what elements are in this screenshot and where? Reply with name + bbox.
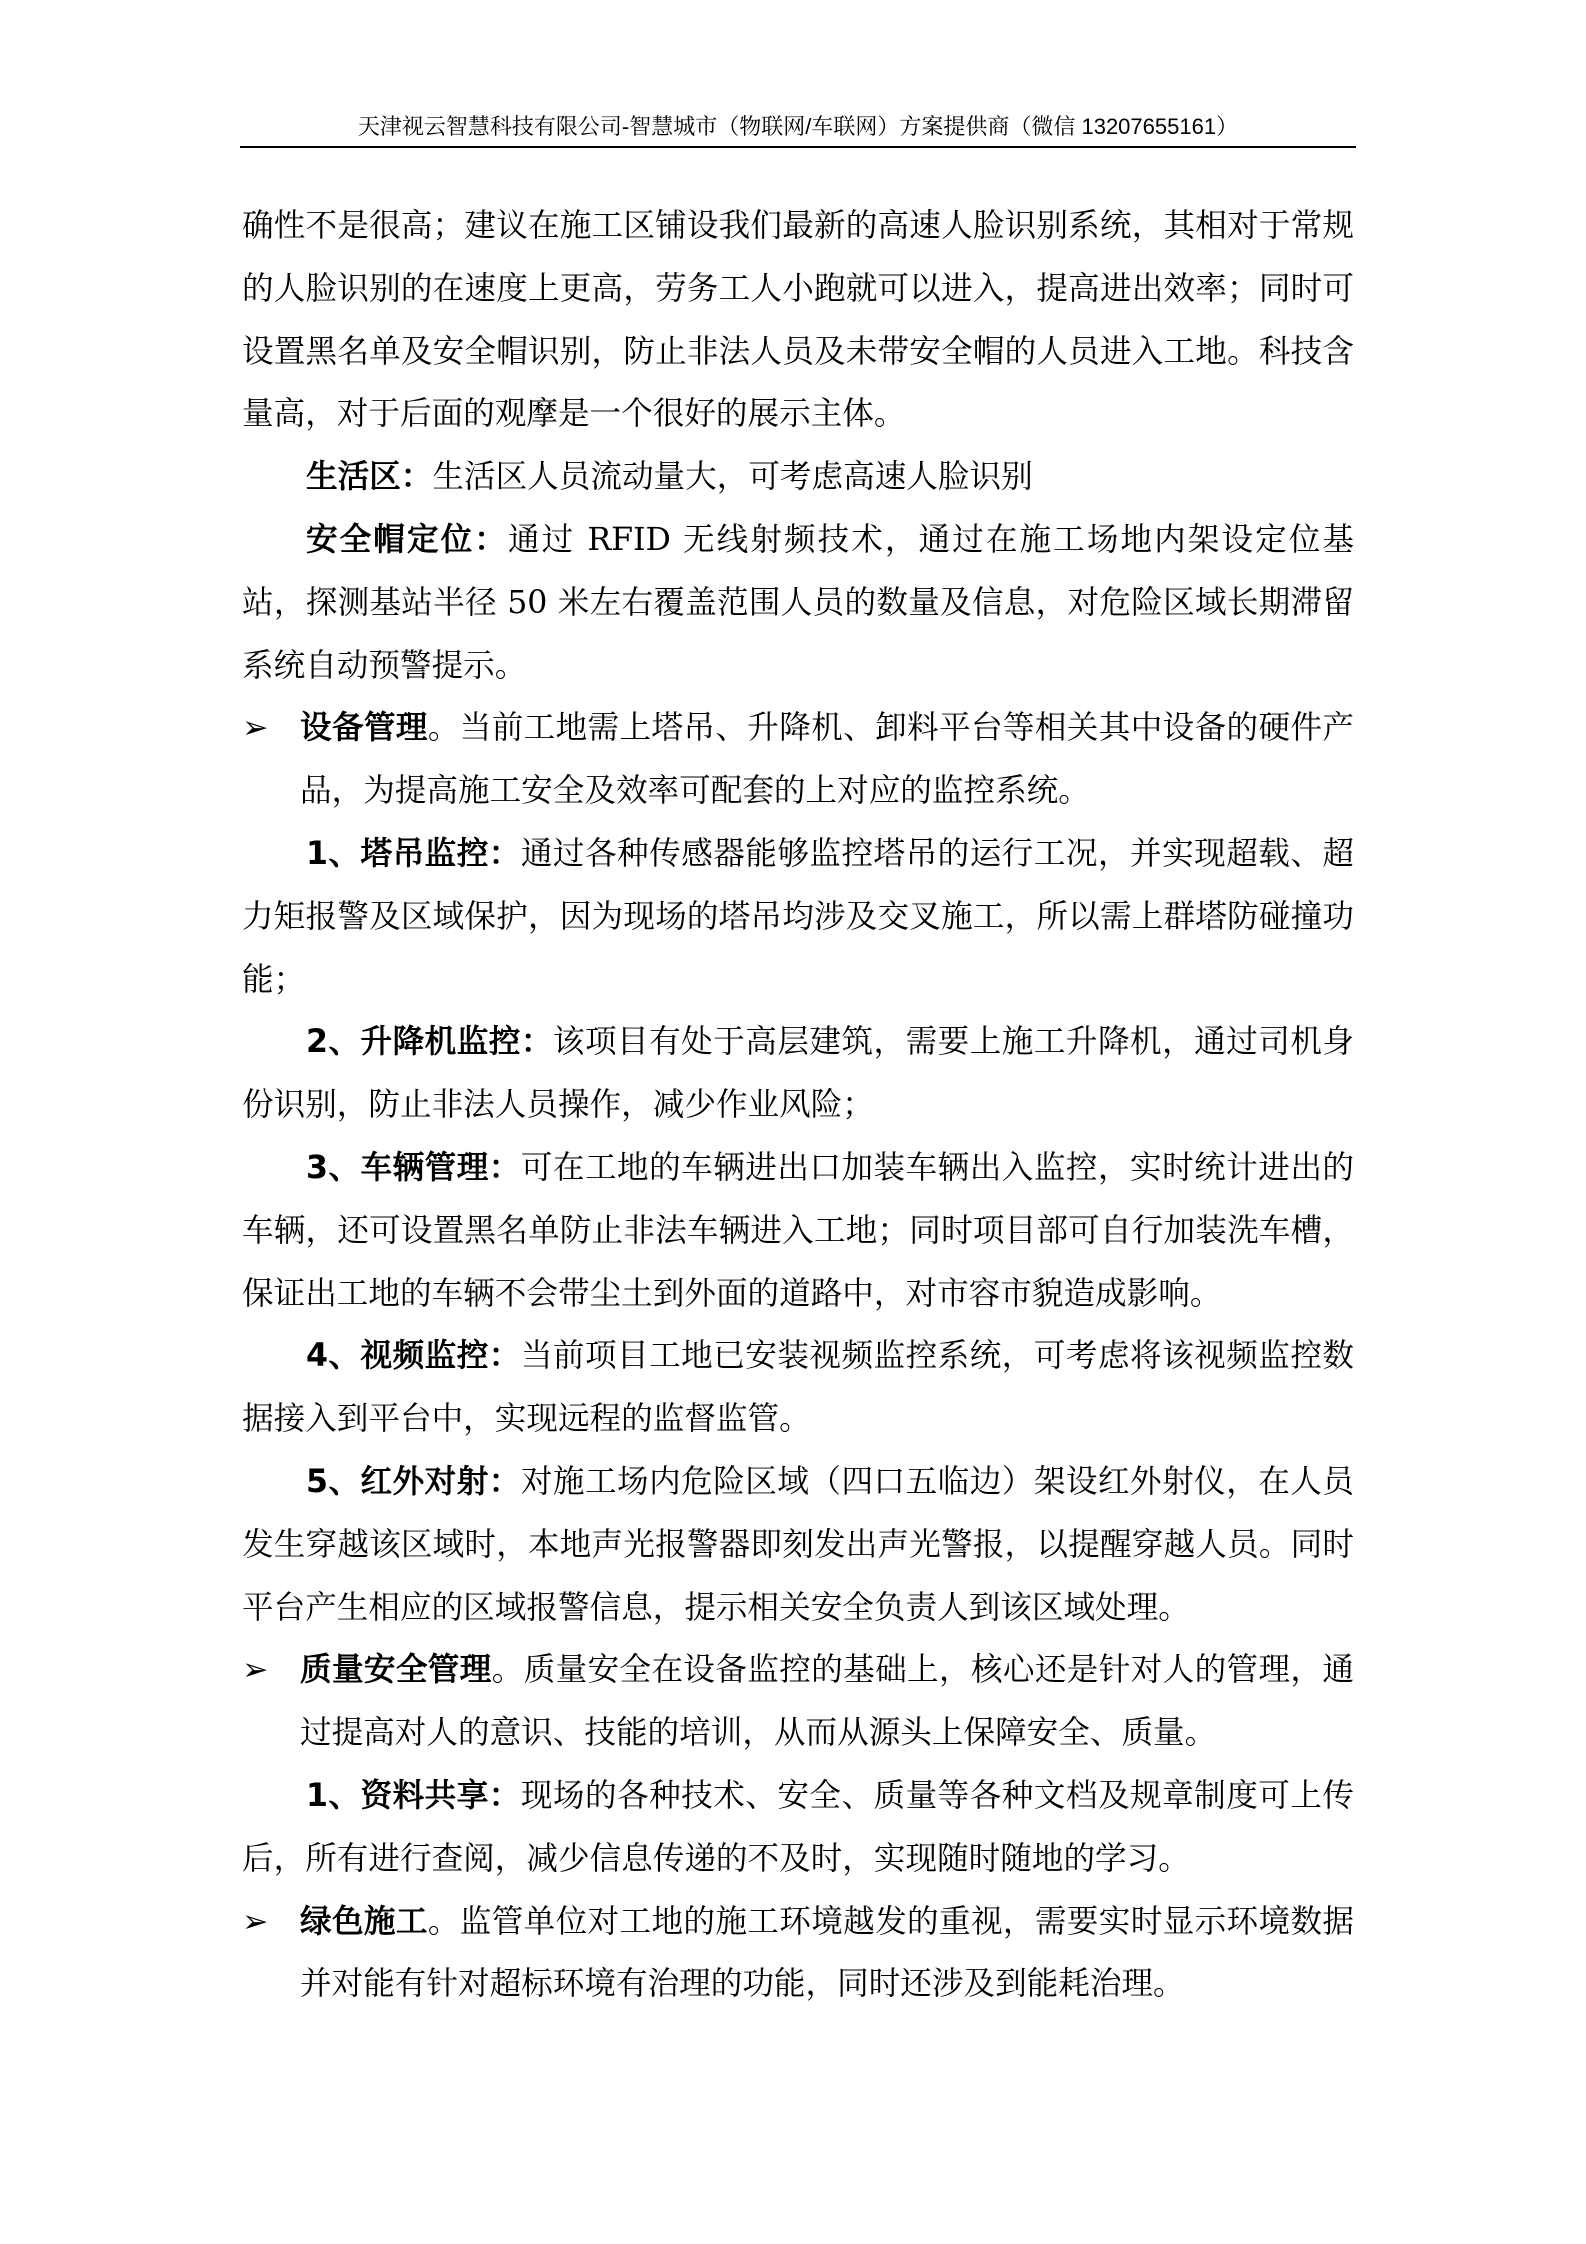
bullet-text: 。质量安全在设备监控的基础上，核心还是针对人的管理，通过提高对人的意识、技能的培训，从而从源头上保障安全、质量。 [300, 1652, 1354, 1752]
paragraph-data-sharing [242, 1765, 1354, 1891]
paragraph-text: 生活区人员流动量大，可考虑高速人脸识别 [432, 459, 1033, 496]
document-body [242, 195, 1354, 2016]
paragraph-text: 通过各种传感器能够监控塔吊的运行工况，并实现超载、超力矩报警及区域保护，因为现场的塔吊均涉及交叉施工，所以需上群塔防碰撞功能； [242, 835, 1354, 998]
paragraph-label: 4、视频监控： [306, 1338, 521, 1375]
paragraph-text: 该项目有处于高层建筑，需要上施工升降机，通过司机身份识别，防止非法人员操作，减少作业风险； [242, 1024, 1354, 1124]
arrowhead-bullet-icon: ➢ [242, 1652, 269, 1689]
paragraph-label: 生活区： [306, 459, 433, 496]
paragraph-text: 当前项目工地已安装视频监控系统，可考虑将该视频监控数据接入到平台中，实现远程的监督监管。 [242, 1338, 1354, 1438]
paragraph-living-area [242, 446, 1354, 509]
page-header: 天津视云智慧科技有限公司-智慧城市（物联网/车联网）方案提供商（微信 13207655161） [357, 114, 1239, 139]
paragraph-helmet-positioning [242, 509, 1354, 697]
arrowhead-bullet-icon: ➢ [242, 1903, 269, 1940]
paragraph-label: 3、车辆管理： [306, 1149, 521, 1186]
paragraph-elevator [242, 1011, 1354, 1137]
paragraph-text: 通过 RFID 无线射频技术，通过在施工场地内架设定位基站，探测基站半径 50 米左右覆盖范围人员的数量及信息，对危险区域长期滞留系统自动预警提示。 [242, 521, 1354, 684]
header-rule [240, 146, 1356, 148]
paragraph-label: 1、资料共享： [306, 1777, 521, 1814]
bullet-quality-safety [242, 1639, 1354, 1765]
paragraph-text: 对施工场内危险区域（四口五临边）架设红外射仪，在人员发生穿越该区域时，本地声光报警器即刻发出声光警报，以提醒穿越人员。同时平台产生相应的区域报警信息，提示相关安全负责人到该区域处理。 [242, 1463, 1354, 1626]
paragraph-label: 2、升降机监控： [306, 1024, 553, 1061]
paragraph-infrared [242, 1451, 1354, 1639]
bullet-label: 设备管理 [300, 710, 428, 747]
bullet-text: 。监管单位对工地的施工环境越发的重视，需要实时显示环境数据并对能有针对超标环境有治理的功能，同时还涉及到能耗治理。 [300, 1903, 1354, 2003]
paragraph-label: 1、塔吊监控： [306, 835, 521, 872]
paragraph-text: 可在工地的车辆进出口加装车辆出入监控，实时统计进出的车辆，还可设置黑名单防止非法车辆进入工地；同时项目部可自行加装洗车槽，保证出工地的车辆不会带尘土到外面的道路中，对市容市貌造成影响。 [242, 1149, 1354, 1312]
paragraph-label: 5、红外对射： [306, 1463, 521, 1500]
bullet-label: 绿色施工 [300, 1903, 428, 1940]
paragraph-video [242, 1325, 1354, 1451]
paragraph-text: 确性不是很高；建议在施工区铺设我们最新的高速人脸识别系统，其相对于常规的人脸识别的在速度上更高，劳务工人小跑就可以进入，提高进出效率；同时可设置黑名单及安全帽识别，防止非法人员及未带安全帽的人员进入工地。科技含量高，对于后面的观摩是一个很好的展示主体。 [242, 208, 1354, 433]
paragraph-text: 现场的各种技术、安全、质量等各种文档及规章制度可上传后，所有进行查阅，减少信息传递的不及时，实现随时随地的学习。 [242, 1777, 1354, 1877]
paragraph-tower-crane [242, 823, 1354, 1011]
bullet-equipment-management [242, 697, 1354, 823]
bullet-label: 质量安全管理 [300, 1652, 492, 1689]
bullet-green-construction [242, 1891, 1354, 2017]
paragraph-label: 安全帽定位： [306, 521, 508, 558]
paragraph-intro [242, 195, 1354, 446]
arrowhead-bullet-icon: ➢ [242, 710, 269, 747]
paragraph-vehicle [242, 1137, 1354, 1325]
bullet-text: 。当前工地需上塔吊、升降机、卸料平台等相关其中设备的硬件产品，为提高施工安全及效率可配套的上对应的监控系统。 [300, 710, 1354, 810]
